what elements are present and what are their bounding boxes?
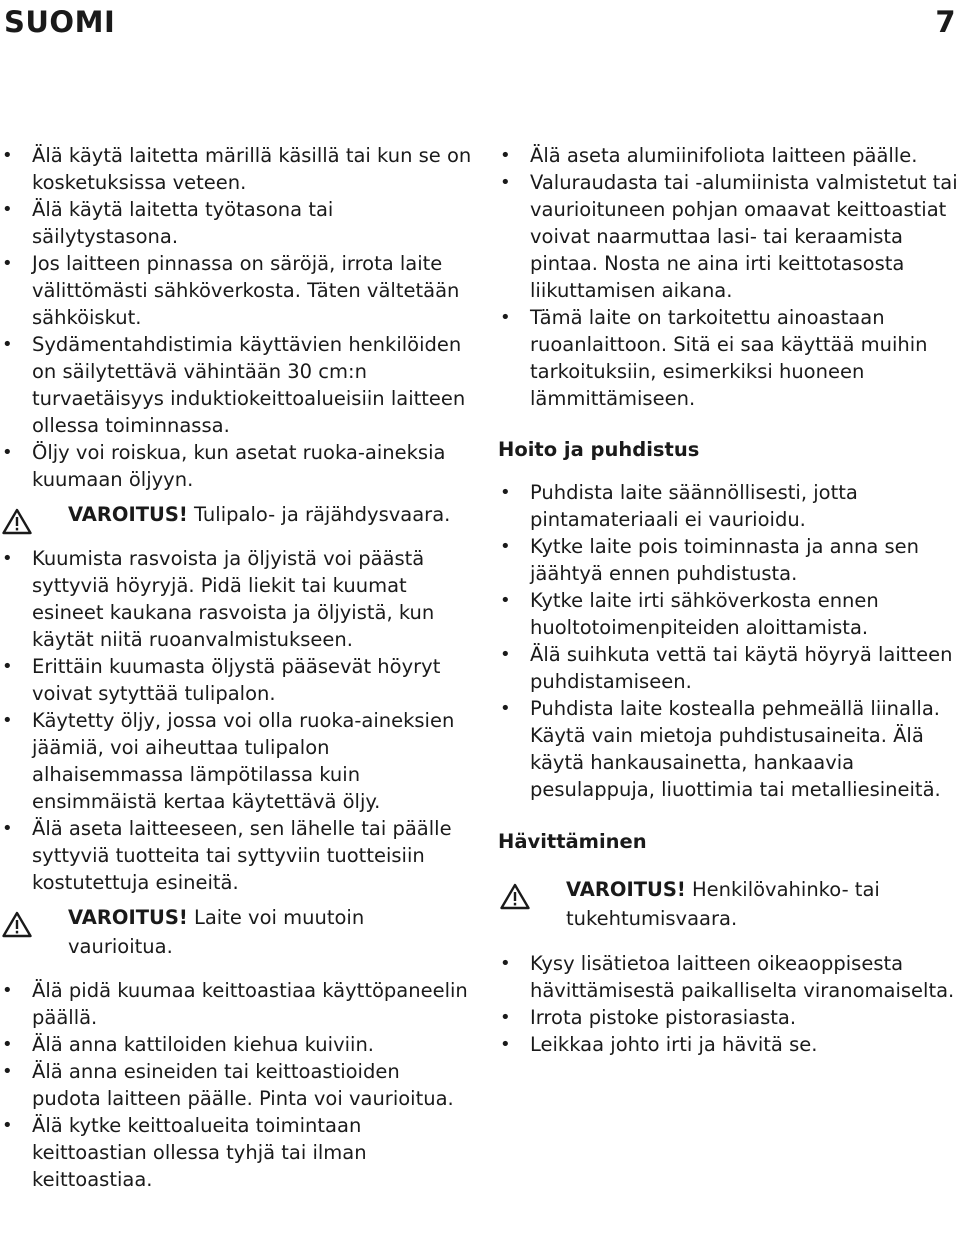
- left-column: [0, 142, 472, 1193]
- list-item: • Älä suihkuta vettä tai käytä höyryä laitteen puhdistamiseen.: [498, 641, 958, 695]
- warning-text: Laite voi muutoin vaurioitua.: [68, 906, 365, 958]
- list-item: • Puhdista laite säännöllisesti, jotta pintamateriaali ei vaurioidu.: [498, 479, 958, 533]
- warning-label: VAROITUS!: [566, 878, 686, 901]
- language-label: SUOMI: [4, 5, 116, 39]
- warning-fire: [0, 500, 472, 529]
- warning-text: Henkilövahinko- tai tukehtumisvaara.: [566, 878, 880, 930]
- warning-label: VAROITUS!: [68, 906, 188, 929]
- list-item: • Älä käytä laitetta työtasona tai säilytystasona.: [0, 196, 472, 250]
- list-item: • Jos laitteen pinnassa on säröjä, irrota laite välittömästi sähköverkosta. Täten vältetään sähköiskut.: [0, 250, 472, 331]
- list-item: • Erittäin kuumasta öljystä pääsevät höyryt voivat sytyttää tulipalon.: [0, 653, 472, 707]
- page-number: 7: [935, 5, 956, 39]
- list-item: • Älä pidä kuumaa keittoastiaa käyttöpaneelin päällä.: [0, 977, 472, 1031]
- list-item: • Älä aseta laitteeseen, sen lähelle tai päälle syttyviä tuotteita tai syttyviin tuotteisiin kostutettuja esineitä.: [0, 815, 472, 896]
- warning-damage: [0, 903, 472, 961]
- list-item: • Älä anna kattiloiden kiehua kuiviin.: [0, 1031, 472, 1058]
- list-item: • Kysy lisätietoa laitteen oikeaoppisesta hävittämisestä paikalliselta viranomaiselta.: [498, 950, 958, 1004]
- care-list: [498, 479, 958, 803]
- warning-triangle-icon: [500, 883, 530, 910]
- list-item: • Käytetty öljy, jossa voi olla ruoka-aineksien jäämiä, voi aiheuttaa tulipalon alhaisemmassa lämpötilassa kuin ensimmäistä kertaa käytettävä öljy.: [0, 707, 472, 815]
- safety-list-usage: [498, 142, 958, 412]
- warning-injury: [498, 875, 958, 933]
- list-item: • Älä anna esineiden tai keittoastioiden pudota laitteen päälle. Pinta voi vaurioitua.: [0, 1058, 472, 1112]
- safety-list-general: [0, 142, 472, 493]
- list-item: • Sydämentahdistimia käyttävien henkilöiden on säilytettävä vähintään 30 cm:n turvaetäisyys induktiokeittoalueisiin laitteen ollessa toiminnassa.: [0, 331, 472, 439]
- list-item: • Irrota pistoke pistorasiasta.: [498, 1004, 958, 1031]
- list-item: • Kuumista rasvoista ja öljyistä voi päästä syttyviä höyryjä. Pidä liekit tai kuumat esineet kaukana rasvoista ja öljyistä, kun käytät niitä ruoanvalmistukseen.: [0, 545, 472, 653]
- warning-label: VAROITUS!: [68, 503, 188, 526]
- page-header: [0, 0, 960, 44]
- list-item: • Öljy voi roiskua, kun asetat ruoka-aineksia kuumaan öljyyn.: [0, 439, 472, 493]
- list-item: • Leikkaa johto irti ja hävitä se.: [498, 1031, 958, 1058]
- list-item: • Valuraudasta tai -alumiinista valmistetut tai vaurioituneen pohjan omaavat keittoastiat voivat naarmuttaa lasi- tai keraamista pintaa. Nosta ne aina irti keittotasosta liikuttamisen aikana.: [498, 169, 958, 304]
- section-heading-care: Hoito ja puhdistus: [498, 438, 700, 461]
- list-item: • Älä aseta alumiinifoliota laitteen päälle.: [498, 142, 958, 169]
- right-column: [498, 142, 958, 1058]
- safety-list-cookware: [0, 977, 472, 1193]
- list-item: • Kytke laite irti sähköverkosta ennen huoltotoimenpiteiden aloittamista.: [498, 587, 958, 641]
- list-item: • Älä käytä laitetta märillä käsillä tai kun se on kosketuksissa veteen.: [0, 142, 472, 196]
- list-item: • Kytke laite pois toiminnasta ja anna sen jäähtyä ennen puhdistusta.: [498, 533, 958, 587]
- disposal-list: [498, 950, 958, 1058]
- list-item: • Älä kytke keittoalueita toimintaan keittoastian ollessa tyhjä tai ilman keittoastiaa.: [0, 1112, 472, 1193]
- section-heading-disposal: Hävittäminen: [498, 830, 647, 853]
- safety-list-oil: [0, 545, 472, 896]
- warning-triangle-icon: [2, 911, 32, 938]
- warning-triangle-icon: [2, 508, 32, 535]
- warning-text: Tulipalo- ja räjähdysvaara.: [187, 503, 451, 526]
- list-item: • Tämä laite on tarkoitettu ainoastaan ruoanlaittoon. Sitä ei saa käyttää muihin tarkoituksiin, esimerkiksi huoneen lämmittämiseen.: [498, 304, 958, 412]
- list-item: • Puhdista laite kostealla pehmeällä liinalla. Käytä vain mietoja puhdistusaineita. Älä käytä hankausainetta, hankaavia pesulappuja, liuottimia tai metalliesineitä.: [498, 695, 958, 803]
